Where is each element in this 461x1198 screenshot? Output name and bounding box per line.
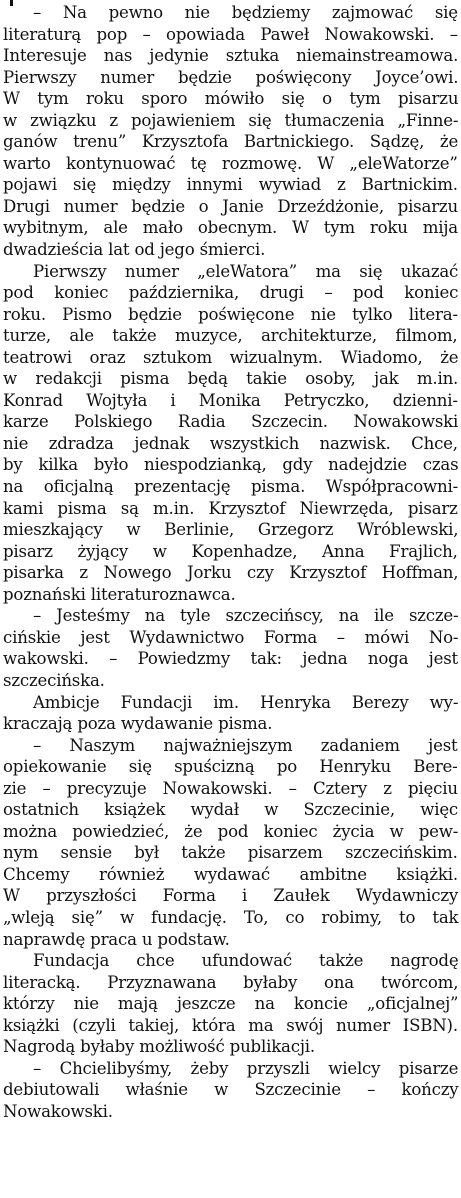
article-line: książki (czyli takiej, która ma swój numer ISBN). [3, 1015, 458, 1035]
article-line: w redakcji pisma będą takie osoby, jak m.in. [3, 369, 459, 389]
article-line: Drugi numer będzie o Janie Drzeźdżonie, pisarzu [3, 196, 458, 216]
article-line: Nowakowski. [3, 1101, 113, 1121]
article-line: – Na pewno nie będziemy zajmować się [33, 3, 458, 22]
article-line: literaturą pop – opowiada Paweł Nowakowski. – [3, 24, 458, 44]
article-line: – Jesteśmy na tyle szczecińscy, na ile szcze- [33, 606, 459, 626]
article-line: literacką. Przyznawana byłaby ona twórcom, [3, 972, 459, 992]
article-line: mieszkający w Berlinie, Grzegorz Wróblewski, [3, 520, 459, 540]
article-column [3, 2, 458, 1122]
article-line: roku. Pismo będzie poświęcone nie tylko litera- [3, 304, 458, 324]
article-line: kami pisma są m.in. Krzysztof Niewrzęda, pisarz [3, 498, 458, 518]
article-line: Fundacja chce ufundować także nagrodę [33, 951, 459, 971]
article-line: – Chcielibyśmy, żeby przyszli wielcy pisarze [33, 1058, 459, 1078]
article-line: ostatnich książek wydał w Szczecinie, więc [3, 800, 459, 820]
article-line: kraczają poza wydawanie pisma. [3, 714, 273, 734]
article-line: poznański literaturoznawca. [3, 584, 236, 604]
article-line: Chcemy również wydawać ambitne książki. [3, 864, 458, 884]
article-line: wybitnym, ale mało obecnym. W tym roku mija [3, 218, 458, 238]
article-line: pisarka z Nowego Jorku czy Krzysztof Hoffman, [3, 563, 459, 583]
article-line: by kilka było niespodzianką, gdy nadejdzie czas [3, 455, 459, 475]
article-line: – Naszym najważniejszym zadaniem jest [33, 735, 458, 755]
article-line: turze, ale także muzyce, architekturze, filmom, [3, 326, 458, 346]
article-line: szczecińska. [3, 670, 105, 690]
article-line: Konrad Wojtyła i Monika Petryczko, dzienni- [3, 390, 458, 410]
article-line: w związku z pojawieniem się tłumaczenia „Finne- [3, 110, 459, 130]
article-line: „wleją się” w fundację. To, co robimy, to tak [3, 907, 459, 927]
article-line: naprawdę praca u podstaw. [3, 929, 230, 949]
article-line: W przyszłości Forma i Zaułek Wydawniczy [3, 886, 459, 906]
article-line: można powiedzieć, że pod koniec życia w pew- [3, 821, 459, 841]
article-line: W tym roku sporo mówiło się o tym pisarzu [3, 89, 459, 109]
article-line: opiekowanie się spuścizną po Henryku Bere- [3, 757, 458, 777]
article-line: nym sensie był także pisarzem szczecińskim. [3, 843, 458, 863]
article-line: Pierwszy numer „eleWatora” ma się ukazać [33, 261, 459, 281]
article-line: debiutowali właśnie w Szczecinie – kończy [3, 1080, 459, 1100]
article-line: Ambicje Fundacji im. Henryka Berezy wy- [33, 692, 459, 712]
article-line: pod koniec października, drugi – pod koniec [3, 283, 459, 303]
article-line: na oficjalną prezentację pisma. Współpracowni- [3, 477, 459, 497]
article-line: zie – precyzuje Nowakowski. – Cztery z pięciu [3, 778, 458, 798]
article-line: nie zdradza jednak wszystkich nazwisk. Chce, [3, 433, 458, 453]
article-line: Interesuje nas jedynie sztuka niemainstreamowa. [3, 46, 459, 66]
article-line: Nagrodą byłaby możliwość publikacji. [3, 1037, 315, 1057]
article-line: teatrowi oraz sztukom wizualnym. Wiadomo, że [3, 347, 459, 367]
article-line: cińskie jest Wydawnictwo Forma – mówi No- [3, 627, 459, 647]
article-line: Pierwszy numer będzie poświęcony Joyce’owi. [3, 67, 459, 87]
article-line: którzy nie mają jeszcze na koncie „oficjalnej” [3, 994, 459, 1014]
article-line: pojawi się między innymi wywiad z Bartnickim. [3, 175, 458, 195]
article-line: warto kontynuować tę rozmowę. W „eleWatorze” [3, 153, 458, 173]
article-line: ganów trenu” Krzysztofa Bartnickiego. Sądzę, że [3, 132, 459, 152]
article-line: pisarz żyjący w Kopenhadze, Anna Frajlich, [3, 541, 458, 561]
article-line: dwadzieścia lat od jego śmierci. [3, 240, 266, 260]
article-line: karze Polskiego Radia Szczecin. Nowakowski [3, 412, 459, 432]
article-line: wakowski. – Powiedzmy tak: jedna noga jest [3, 649, 459, 669]
